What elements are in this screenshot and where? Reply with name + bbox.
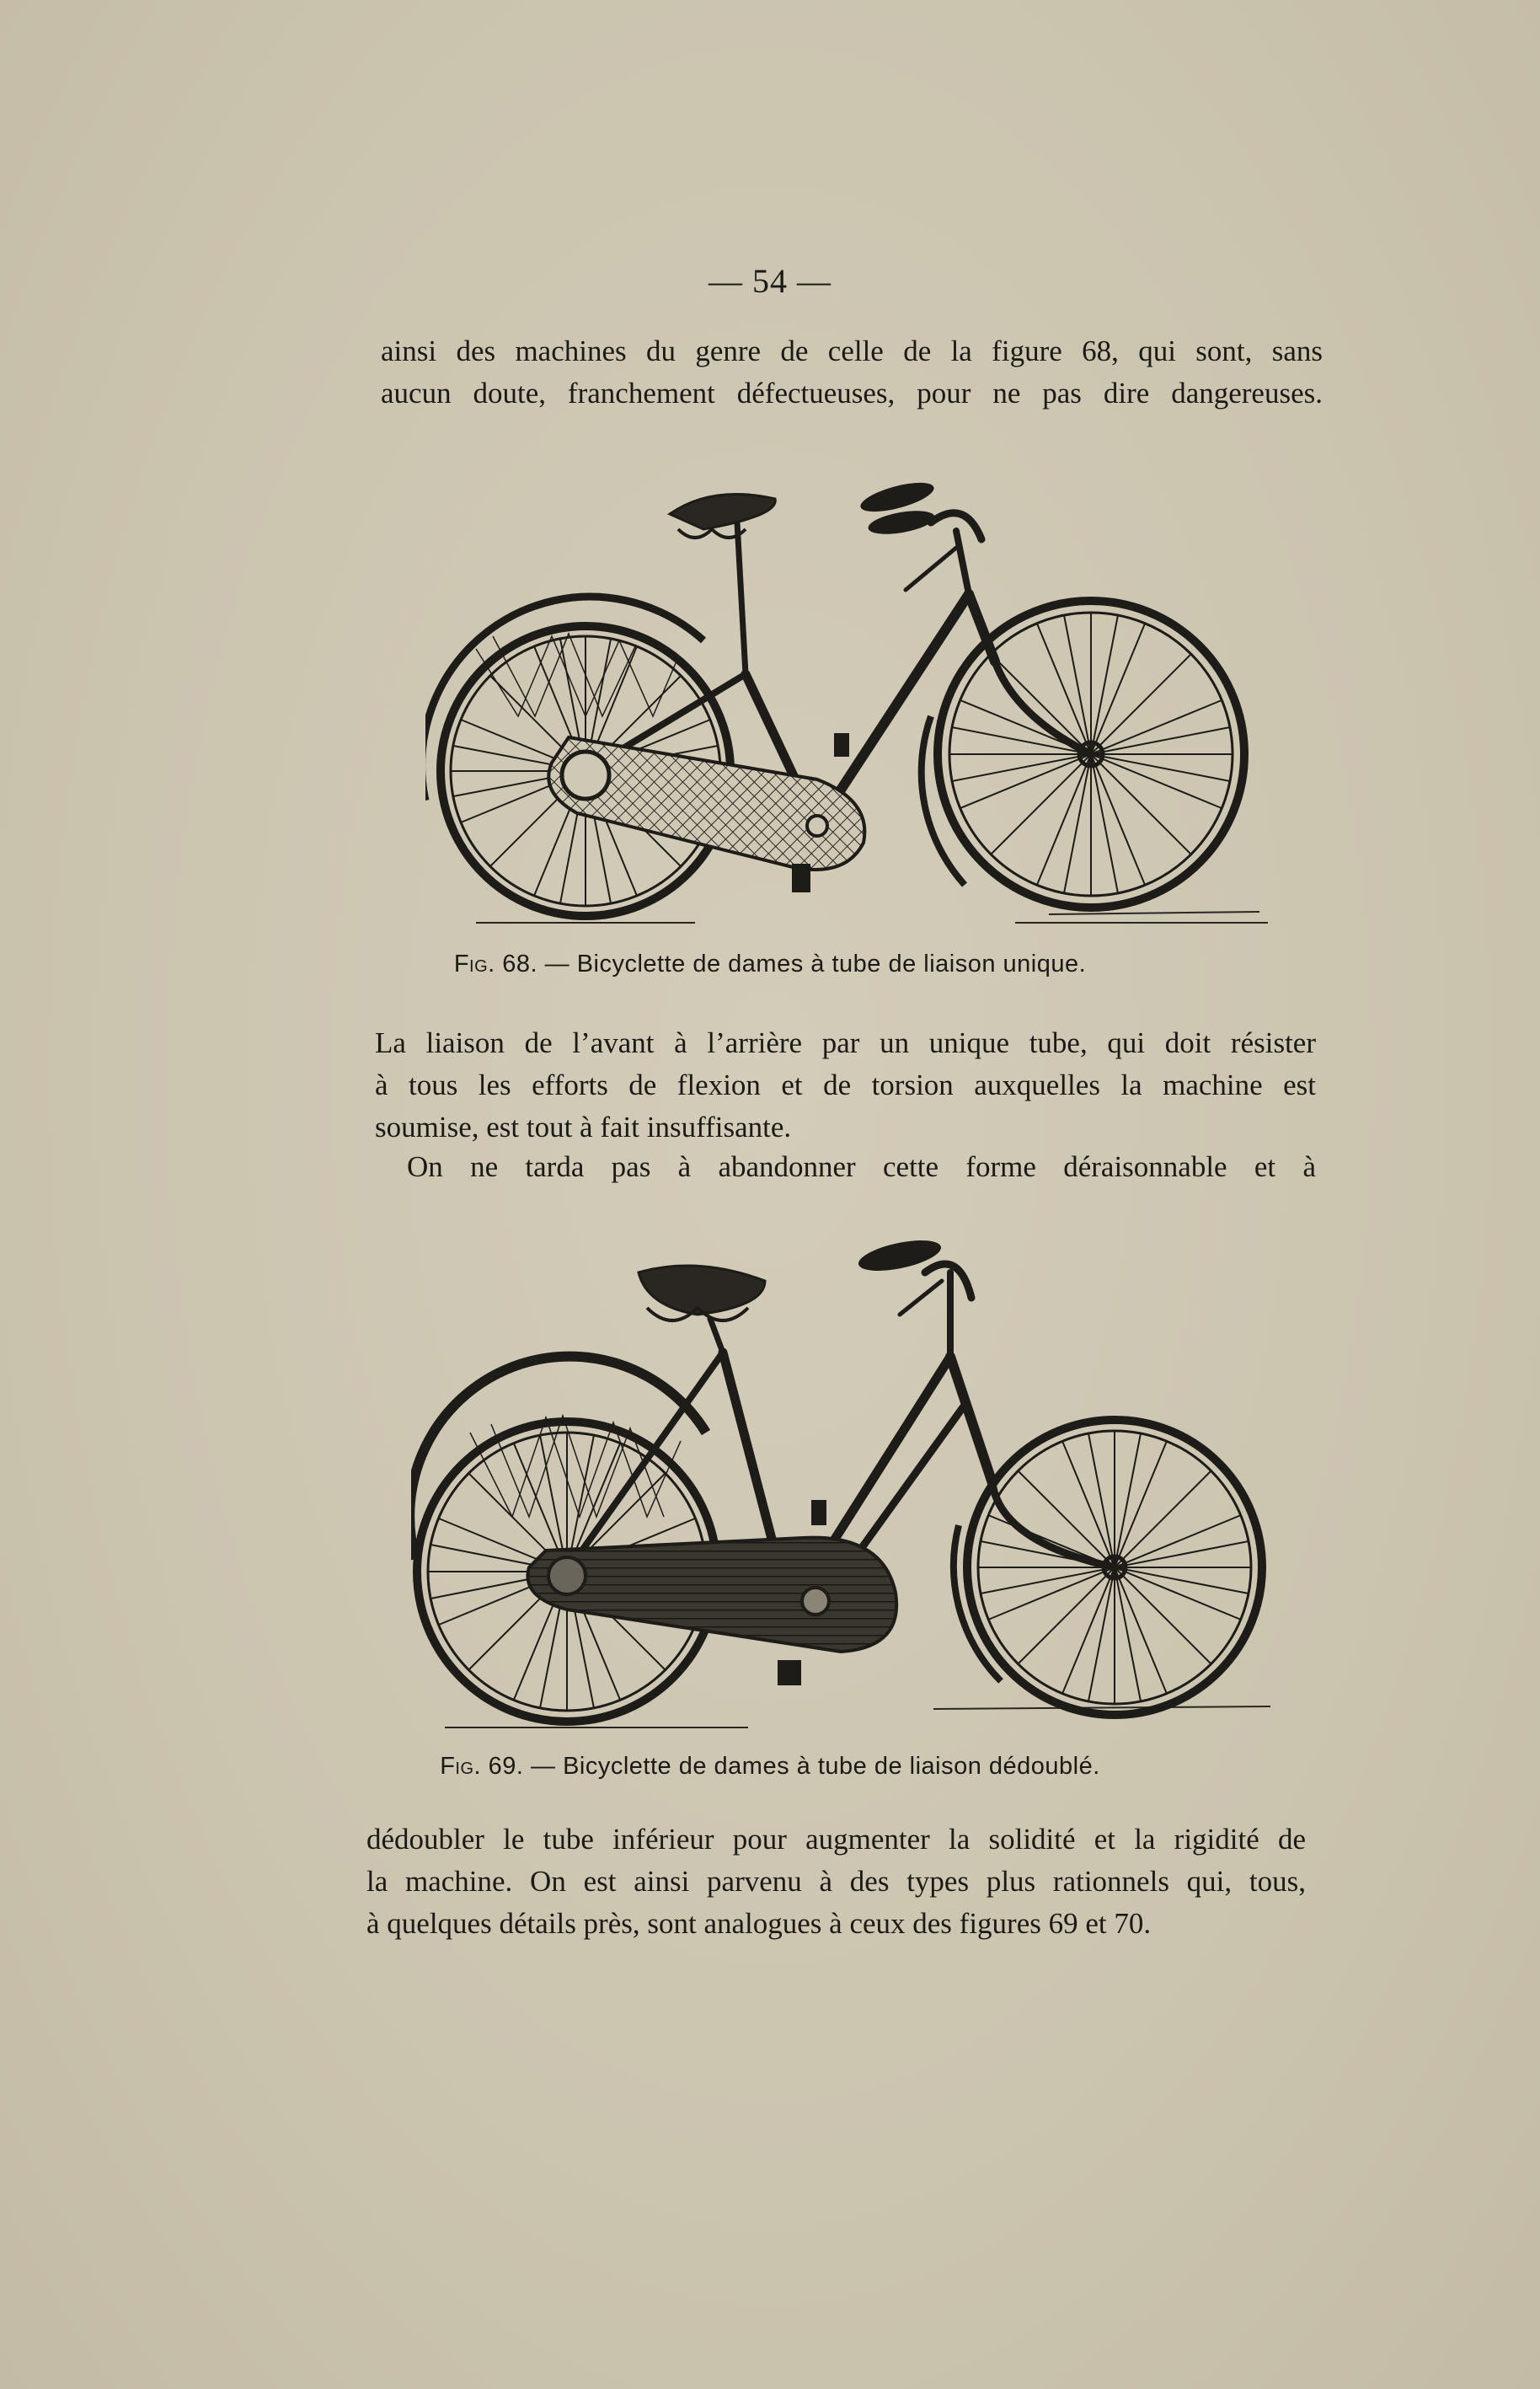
paragraph-4-line-2: la machine. On est ainsi parvenu à des types plus rationnels qui, tous, (366, 1865, 1306, 1898)
paragraph-3 (407, 1146, 1316, 1188)
paragraph-1-line-2: aucun doute, franchement défectueuses, pour ne pas dire dangereuses. (381, 377, 1323, 410)
figure-69-illustration (411, 1222, 1279, 1736)
figure-69-label: Fig. 69. (440, 1753, 524, 1780)
figure-68-caption (0, 951, 1540, 978)
page-number: — 54 — (709, 262, 831, 300)
bicycle-single-tube-icon (425, 438, 1285, 927)
figure-68-caption-text: — Bicyclette de dames à tube de liaison unique. (544, 951, 1087, 978)
paragraph-3-line-1: On ne tarda pas à abandonner cette forme déraisonnable et à (407, 1150, 1316, 1183)
bicycle-double-tube-icon (411, 1222, 1279, 1736)
figure-69-caption-text: — Bicyclette de dames à tube de liaison dédoublé. (531, 1753, 1100, 1780)
paragraph-1 (381, 330, 1323, 415)
paragraph-4-line-1: dédoubler le tube inférieur pour augmenter la solidité et la rigidité de (366, 1823, 1306, 1856)
paragraph-4 (366, 1819, 1306, 1945)
paragraph-2-line-2: à tous les efforts de flexion et de torsion auxquelles la machine est (375, 1069, 1316, 1101)
paragraph-2-line-1: La liaison de l’avant à l’arrière par un unique tube, qui doit résister (375, 1026, 1316, 1059)
figure-68-label: Fig. 68. (453, 951, 538, 978)
paragraph-1-line-1: ainsi des machines du genre de celle de la figure 68, qui sont, sans (381, 335, 1323, 367)
figure-68-illustration (425, 438, 1285, 927)
paragraph-4-line-3: à quelques détails près, sont analogues à ceux des figures 69 et 70. (366, 1907, 1152, 1940)
figure-69-caption (0, 1753, 1540, 1781)
paragraph-2-line-3: soumise, est tout à fait insuffisante. (375, 1111, 792, 1144)
paragraph-2 (375, 1022, 1316, 1149)
